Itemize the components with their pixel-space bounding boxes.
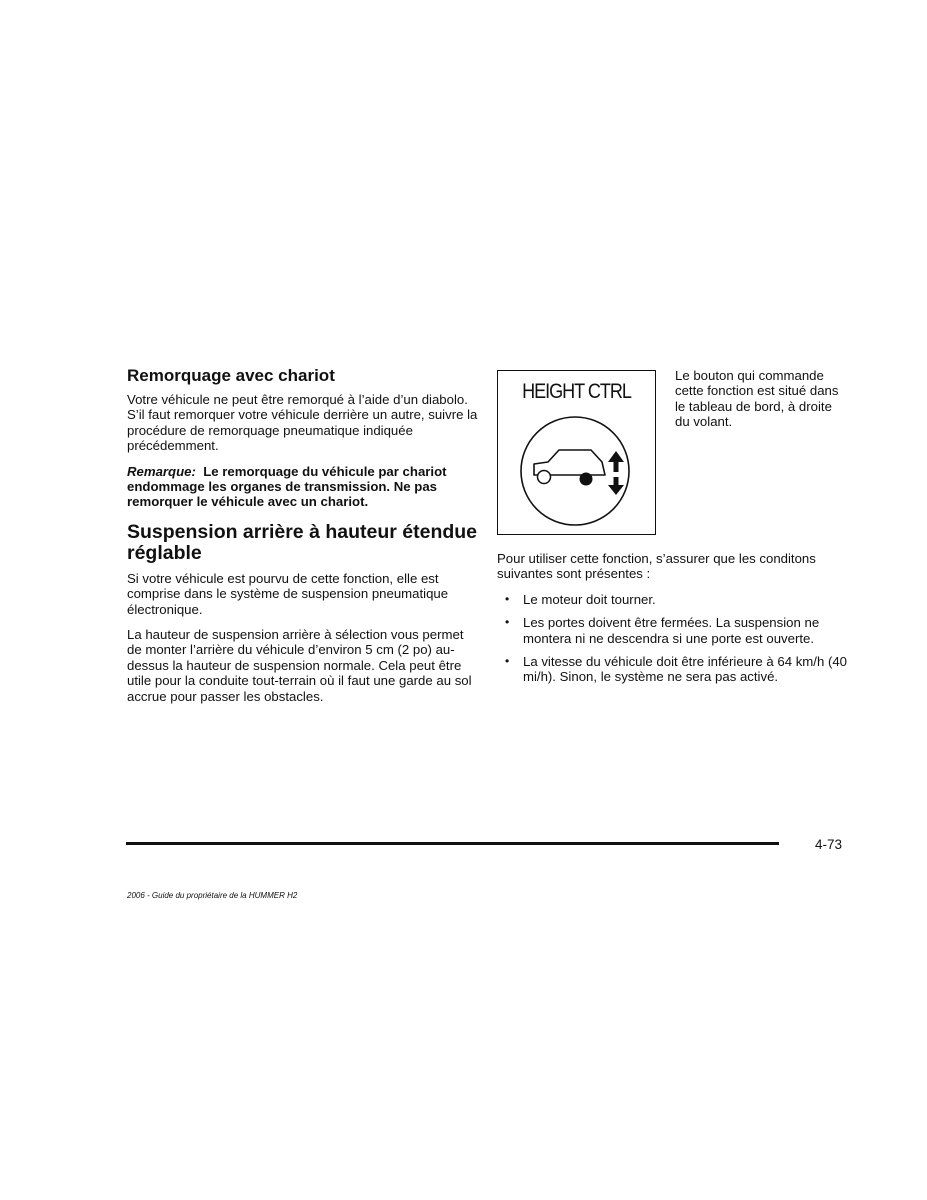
left-column	[127, 366, 479, 714]
figure-row	[497, 366, 847, 536]
footer-note: 2006 - Guide du propriétaire de la HUMMER H2	[127, 891, 298, 900]
towing-paragraph: Votre véhicule ne peut être remorqué à l’aide d’un diabolo. S’il faut remorquer votre véhicule derrière un autre, suivre la procédure de remorquage pneumatique indiquée précédemment.	[127, 392, 478, 454]
footer-divider	[126, 842, 779, 845]
conditions-list	[497, 592, 847, 685]
towing-remark	[127, 464, 479, 510]
page-number: 4-73	[815, 837, 843, 852]
bullet-icon: •	[505, 615, 510, 630]
right-column	[497, 366, 847, 693]
remark-label: Remarque:	[127, 463, 196, 479]
suspension-paragraph-1: Si votre véhicule est pourvu de cette fonction, elle est comprise dans le système de suspension pneumatique électronique.	[127, 570, 449, 617]
height-control-button-icon	[497, 370, 656, 535]
suspension-paragraph-2: La hauteur de suspension arrière à sélection vous permet de monter l’arrière du véhicule d’environ 5 cm (2 po) au-dessus la hauteur de suspension normale. Cela peut être utile pour la conduite tout-terrain où il faut une garde au sol accrue pour passer les obstacles.	[127, 627, 472, 704]
list-item	[497, 654, 847, 685]
list-item-text: Les portes doivent être fermées. La suspension ne montera ni ne descendra si une porte est ouverte.	[523, 615, 820, 646]
section-heading-suspension: Suspension arrière à hauteur étendue réglable	[127, 520, 478, 564]
list-item	[497, 592, 847, 607]
bullet-icon: •	[505, 591, 510, 606]
conditions-intro: Pour utiliser cette fonction, s’assurer que les conditons suivantes sont présentes :	[497, 551, 816, 582]
section-heading-towing: Remorquage avec chariot	[127, 366, 335, 385]
icon-label: HEIGHT CTRL	[522, 380, 631, 403]
button-location-caption: Le bouton qui commande cette fonction est situé dans le tableau de bord, à droite du volant.	[675, 368, 839, 430]
list-item-text: La vitesse du véhicule doit être inférieure à 64 km/h (40 mi/h). Sinon, le système ne sera pas activé.	[523, 654, 848, 685]
list-item-text: Le moteur doit tourner.	[523, 591, 656, 607]
bullet-icon: •	[505, 654, 510, 669]
remark-text: Le remorquage du véhicule par chariot endommage les organes de transmission. Ne pas remorquer le véhicule avec un chariot.	[127, 463, 447, 510]
list-item	[497, 615, 847, 646]
